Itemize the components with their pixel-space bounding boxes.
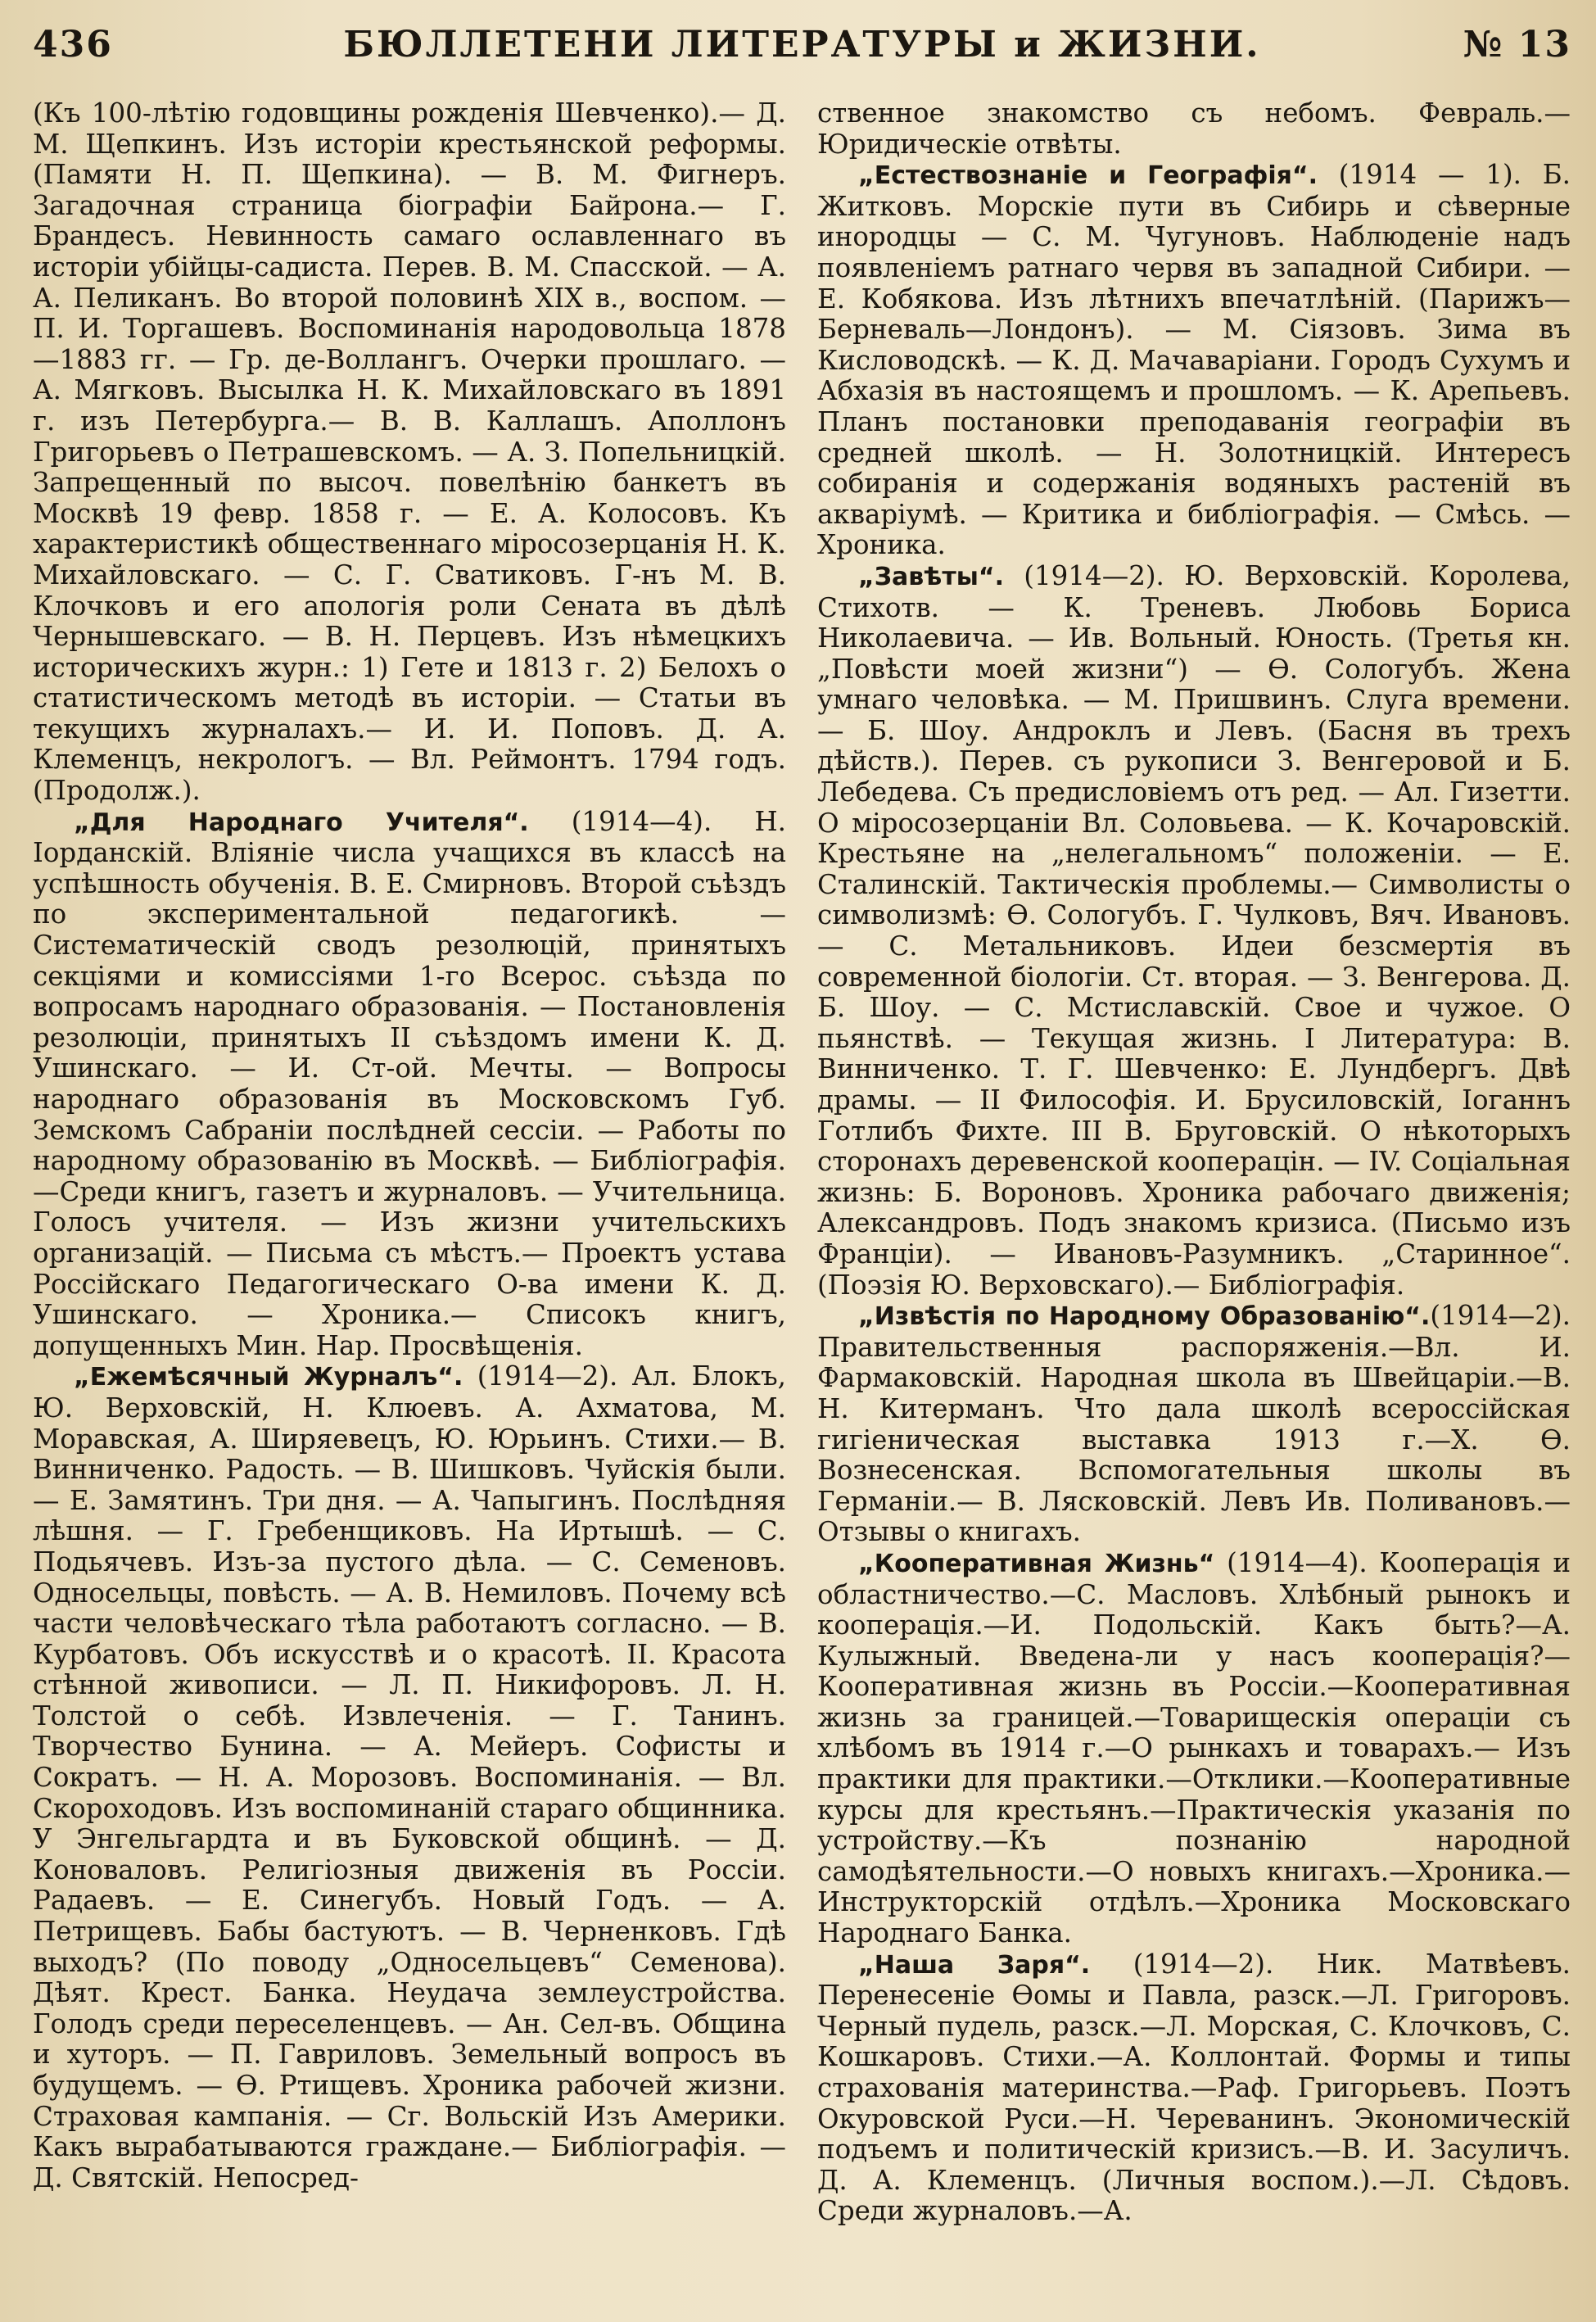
- entry-zavety: [817, 561, 1571, 1301]
- running-header: [33, 11, 1571, 77]
- journal-title: „Извѣстія по Народному Образованію“.: [858, 1302, 1431, 1332]
- page-number: 436: [33, 23, 113, 66]
- left-column: [33, 98, 786, 2306]
- entry-kooperativnaya-zhizn: [817, 1548, 1571, 1949]
- entry-contents: (1914—2). Ник. Матвѣевъ. Перенесеніе Ѳомы и Павла, разск.—Л. Григоровъ. Черный пудель, разск.—Л. Морская, С. Клочковъ, С. Кошкаровъ. Стихи.—А. Коллонтай. Формы и типы страхованія материнства.—Раф. Григорьевъ. Поэтъ Окуровской Руси.—Н. Череванинъ. Экономическій подъемъ и политическій кризисъ.—В. И. Засуличъ. Д. А. Клеменцъ. (Личныя воспом.).—Л. Сѣдовъ. Среди журналовъ.—А.: [817, 1948, 1571, 2227]
- entry-dlya-narodnago-uchitelya: [33, 807, 786, 1362]
- entry-contents: (1914—4). Н. Іорданскій. Вліяніе числа учащихся въ классѣ на успѣшность обученія. В. Е. Смирновъ. Второй съѣздъ по экспериментальной педагогикѣ. — Систематическій сводъ резолюцій, принятыхъ секціями и комиссіями 1-го Всерос. съѣзда по вопросамъ народнаго образованія. — Постановленія резолюціи, принятыхъ II съѣздомъ имени К. Д. Ушинскаго. — И. Ст-ой. Мечты. — Вопросы народнаго образованія въ Московскомъ Губ. Земскомъ Сабраніи послѣдней сессіи. — Работы по народному образованію въ Москвѣ. — Библіографія.—Среди книгъ, газетъ и журналовъ. — Учительница. Голосъ учителя. — Изъ жизни учительскихъ организацій. — Письма съ мѣстъ.— Проектъ устава Россійскаго Педагогическаго О-ва имени К. Д. Ушинскаго. — Хроника.— Списокъ книгъ, допущенныхъ Мин. Нар. Просвѣщенія.: [33, 805, 786, 1361]
- entry-estestvoznanie-i-geografiya: [817, 160, 1571, 561]
- entry-contents: (1914—2). Правительственныя распоряженія.—Вл. И. Фармаковскій. Народная школа въ Швейцаріи.—В. Н. Китерманъ. Что дала школѣ всероссійская гигіеническая выставка 1913 г.—Х. Ѳ. Вознесенская. Вспомогательныя школы въ Германіи.— В. Лясковскій. Левъ Ив. Поливановъ.—Отзывы о книгахъ.: [817, 1300, 1571, 1548]
- journal-title: „Кооперативная Жизнь“: [858, 1549, 1215, 1578]
- running-title: БЮЛЛЕТЕНИ ЛИТЕРАТУРЫ и ЖИЗНИ.: [343, 23, 1261, 66]
- entry-ezhemesyachny-zhurnal: [33, 1361, 786, 2193]
- entry-contents: (1914—4). Кооперація и областничество.—С. Масловъ. Хлѣбный рынокъ и кооперація.—И. Подольскій. Какъ быть?—А. Кулыжный. Введена-ли у насъ кооперація?— Кооперативная жизнь въ Россіи.—Кооперативная жизнь за границей.—Товарищескія операціи съ хлѣбомъ въ 1914 г.—О рынкахъ и товарахъ.— Изъ практики для практики.—Отклики.—Кооперативные курсы для крестьянъ.—Практическія указанія по устройству.—Къ познанію народной самодѣятельности.—О новыхъ книгахъ.—Хроника.—Инструкторскій отдѣлъ.—Хроника Московскаго Народнаго Банка.: [817, 1546, 1571, 1949]
- entry-izvestiya-po-narodnomu-obrazovaniyu: [817, 1301, 1571, 1548]
- journal-title: „Наша Заря“.: [858, 1950, 1091, 1980]
- entry-contents: (1914 — 1). Б. Житковъ. Морскіе пути въ Сибирь и сѣверные инородцы — С. М. Чугуновъ. Наблюденіе надъ появленіемъ ратнаго червя въ западной Сибири. — Е. Кобякова. Изъ лѣтнихъ впечатлѣній. (Парижъ—Берневаль—Лондонъ). — М. Сіязовъ. Зима въ Кисловодскѣ. — К. Д. Мачаваріани. Городъ Сухумъ и Абхазія въ настоящемъ и прошломъ. — К. Арепьевъ. Планъ постановки преподаванія географіи въ средней школѣ. — Н. Золотницкій. Интересъ собиранія и содержанія водяныхъ растеній въ акваріумѣ. — Критика и библіографія. — Смѣсь. — Хроника.: [817, 159, 1571, 561]
- journal-title: „Ежемѣсячный Журналъ“.: [74, 1363, 463, 1392]
- continued-entry: (Къ 100-лѣтію годовщины рожденія Шевченко).— Д. М. Щепкинъ. Изъ исторіи крестьянской реформы. (Памяти Н. П. Щепкина). — В. М. Фигнеръ. Загадочная страница біографіи Байрона.— Г. Брандесъ. Невинность самаго ославленнаго въ исторіи убійцы-садиста. Перев. В. М. Спасской. — А. А. Пеликанъ. Во второй половинѣ XIX в., воспом. — П. И. Торгашевъ. Воспоминанія народовольца 1878—1883 гг. — Гр. де-Воллангъ. Очерки прошлаго. — А. Мягковъ. Высылка Н. К. Михайловскаго въ 1891 г. изъ Петербурга.— В. В. Каллашъ. Аполлонъ Григорьевъ о Петрашевскомъ. — А. З. Попельницкій. Запрещенный по высоч. повелѣнію банкетъ въ Москвѣ 19 февр. 1858 г. — Е. А. Колосовъ. Къ характеристикѣ общественнаго міросозерцанія Н. К. Михайловскаго. — С. Г. Сватиковъ. Г-нъ М. В. Клочковъ и его апологія роли Сената въ дѣлѣ Чернышевскаго. — В. Н. Перцевъ. Изъ нѣмецкихъ историческихъ журн.: 1) Гете и 1813 г. 2) Белохъ о статистическомъ методѣ въ исторіи. — Статьи въ текущихъ журналахъ.— И. И. Поповъ. Д. А. Клеменцъ, некрологъ. — Вл. Реймонтъ. 1794 годъ. (Продолж.).: [33, 97, 786, 807]
- entry-contents: (1914—2). Ю. Верховскій. Королева, Стихотв. — К. Треневъ. Любовь Бориса Николаевича. — Ив. Вольный. Юность. (Третья кн. „Повѣсти моей жизни“) — Ѳ. Сологубъ. Жена умнаго человѣка. — М. Пришвинъ. Слуга времени. — Б. Шоу. Андроклъ и Левъ. (Басня въ трехъ дѣйств.). Перев. съ рукописи З. Венгеровой и Б. Лебедева. Съ предисловіемъ отъ ред. — Ал. Гизетти. О міросозерцаніи Вл. Соловьева. — К. Кочаровскій. Крестьяне на „нелегальномъ“ положеніи. — Е. Сталинскій. Тактическія проблемы.— Символисты о символизмѣ: Ѳ. Сологубъ. Г. Чулковъ, Вяч. Ивановъ. — С. Метальниковъ. Идеи безсмертія въ современной біологіи. Ст. вторая. — З. Венгерова. Д. Б. Шоу. — С. Мстиславскій. Свое и чужое. О пьянствѣ. — Текущая жизнь. I Литература: В. Винниченко. Т. Г. Шевченко: Е. Лундбергъ. Двѣ драмы. — II Философія. И. Брусиловскій, Іоганнъ Готлибъ Фихте. III В. Бруговскій. О нѣкоторыхъ сторонахъ деревенской кооперацін. — IV. Соціальная жизнь: Б. Вороновъ. Хроника рабочаго движенія; Александровъ. Подъ знакомъ кризиса. (Письмо изъ Франціи). — Ивановъ-Разумникъ. „Старинное“. (Поэзія Ю. Верховскаго).— Библіографія.: [817, 559, 1571, 1301]
- journal-title: „Завѣты“.: [858, 562, 1004, 591]
- entry-nasha-zarya: [817, 1949, 1571, 2227]
- issue-number: № 13: [1463, 23, 1571, 66]
- right-column: [817, 98, 1571, 2306]
- journal-title: „Для Народнаго Учителя“.: [74, 808, 529, 837]
- continued-entry: ственное знакомство съ небомъ. Февраль.— Юридическіе отвѣты.: [817, 97, 1571, 160]
- entry-contents: (1914—2). Ал. Блокъ, Ю. Верховскій, Н. Клюевъ. А. Ахматова, М. Моравская, А. Ширяевецъ, Ю. Юрьинъ. Стихи.— В. Винниченко. Радость. — В. Шишковъ. Чуйскія были. — Е. Замятинъ. Три дня. — А. Чапыгинъ. Послѣдняя лѣшня. — Г. Гребенщиковъ. На Иртышѣ. — С. Подьячевъ. Изъ-за пустого дѣла. — С. Семеновъ. Односельцы, повѣсть. — А. В. Немиловъ. Почему всѣ части человѣческаго тѣла работаютъ согласно. — В. Курбатовъ. Объ искусствѣ и о красотѣ. II. Красота стѣнной живописи. — Л. П. Никифоровъ. Л. Н. Толстой о себѣ. Извлеченія. — Г. Танинъ. Творчество Бунина. — А. Мейеръ. Софисты и Сократъ. — Н. А. Морозовъ. Воспоминанія. — Вл. Скороходовъ. Изъ воспоминаній стараго общинника. У Энгельгардта и въ Буковской общинѣ. — Д. Коноваловъ. Религіозныя движенія въ Россіи. Радаевъ. — Е. Синегубъ. Новый Годъ. — А. Петрищевъ. Бабы бастуютъ. — В. Черненковъ. Гдѣ выходъ? (По поводу „Односельцевъ“ Семенова). Дѣят. Крест. Банка. Неудача землеустройства. Голодъ среди переселенцевъ. — Ан. Сел-въ. Община и хуторъ. — П. Гавриловъ. Земельный вопросъ въ будущемъ. — Ѳ. Ртищевъ. Хроника рабочей жизни. Страховая кампанія. — Сг. Вольскій Изъ Америки. Какъ вырабатываются граждане.— Библіографія. — Д. Святскій. Непосред-: [33, 1360, 787, 2193]
- journal-title: „Естествознаніе и Географія“.: [858, 161, 1318, 191]
